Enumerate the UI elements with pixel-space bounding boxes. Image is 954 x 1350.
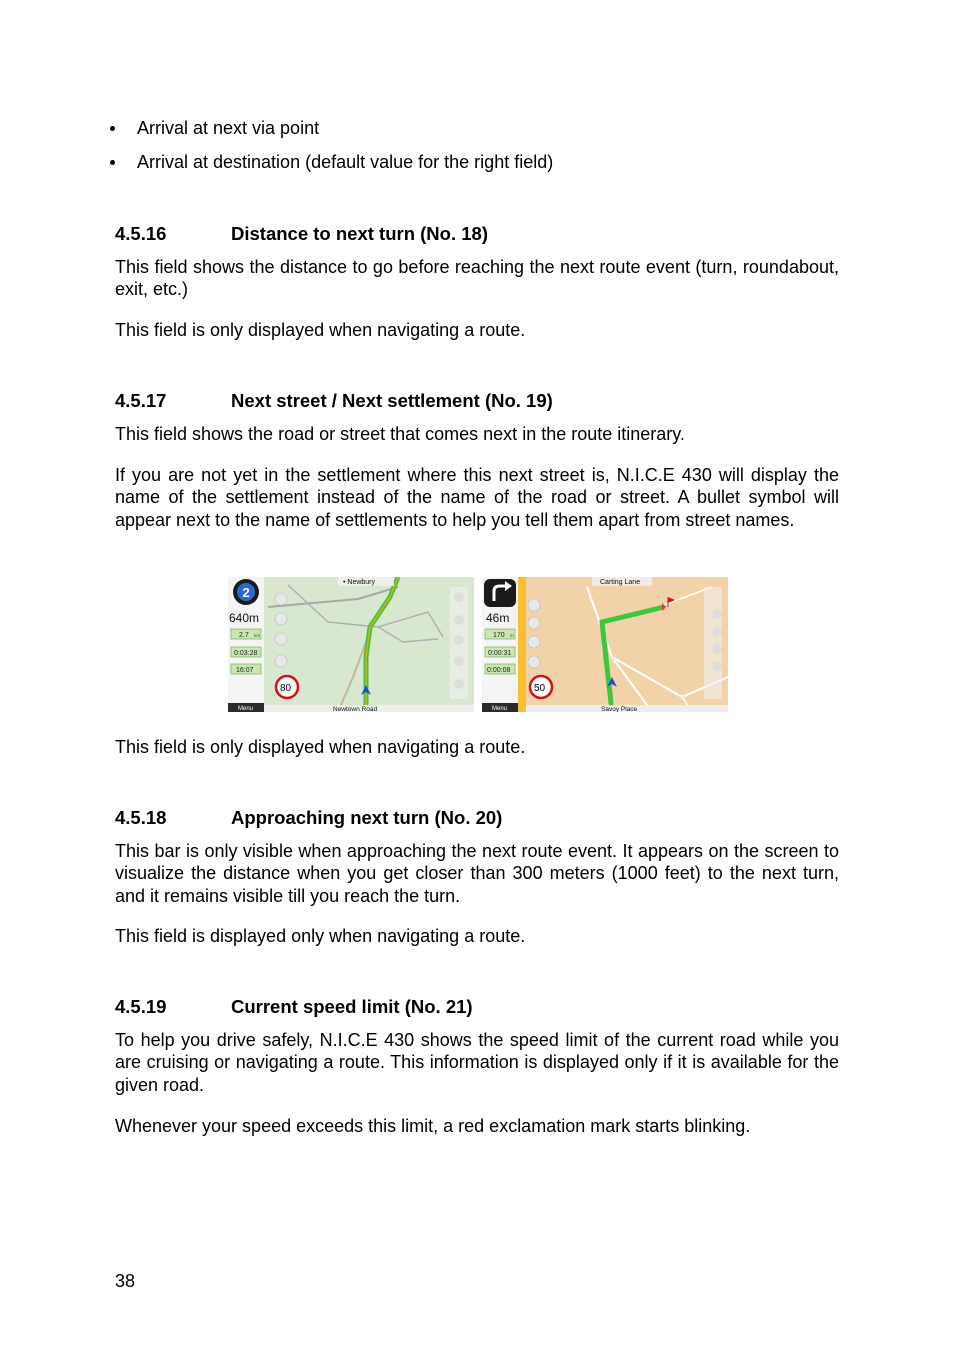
- battery-icon: [712, 627, 722, 637]
- field-value: 170: [493, 632, 505, 639]
- section-title: Next street / Next settlement (No. 19): [231, 390, 553, 411]
- map-view: [228, 577, 474, 712]
- sound-icon: [712, 644, 722, 654]
- bluetooth-icon: [712, 661, 722, 671]
- current-street-label: Newtown Road: [333, 706, 378, 712]
- paragraph: Whenever your speed exceeds this limit, a red exclamation mark starts blinking.: [115, 1116, 751, 1136]
- zoom-out-icon: [275, 613, 287, 625]
- speed-limit-value: 50: [534, 683, 546, 694]
- paragraph: This field shows the road or street that comes next in the route itinerary.: [115, 424, 685, 444]
- section-number: 4.5.17: [115, 390, 167, 411]
- bullet-item: Arrival at destination (default value for the right field): [137, 152, 554, 172]
- zoom-out-icon: [528, 617, 540, 629]
- field-value: 0:00:08: [487, 667, 511, 674]
- paragraph: This field is displayed only when navigating a route.: [115, 926, 526, 946]
- speed-limit-value: 80: [280, 683, 292, 694]
- distance-value: 46m: [486, 611, 510, 625]
- paragraph: To help you drive safely, N.I.C.E 430 shows the speed limit of the current road while you are cruising or navigating a route. This information is displayed only if it is available for the given road.: [115, 1030, 839, 1095]
- navigation-screenshot: [228, 577, 474, 712]
- paragraph: This field is only displayed when navigating a route.: [115, 737, 526, 757]
- menu-label: Menu: [238, 706, 254, 712]
- paragraph: This field shows the distance to go before reaching the next route event (turn, roundabout, exit, etc.): [115, 257, 839, 300]
- field-value: 2.7: [239, 632, 249, 639]
- section-title: Approaching next turn (No. 20): [231, 807, 503, 828]
- tilt-down-icon: [528, 636, 540, 648]
- turn-badge: 2: [242, 585, 250, 600]
- distance-value: 640m: [229, 611, 260, 625]
- paragraph: If you are not yet in the settlement where this next street is, N.I.C.E 430 will display the name of the settlement instead of the name of the road or street. A bullet symbol will appear next to the name of settlements to help you tell them apart from street names.: [115, 465, 839, 530]
- field-unit: m: [510, 633, 514, 638]
- current-street-label: Savoy Place: [601, 706, 638, 712]
- gps-icon: [454, 615, 464, 625]
- next-street-label: Carting Lane: [600, 579, 641, 586]
- next-street-label: • Newbury: [343, 579, 376, 586]
- field-value: 0:03:28: [234, 650, 258, 657]
- field-unit: km: [254, 633, 260, 638]
- bullet-marker: [110, 126, 115, 131]
- tilt-up-icon: [528, 656, 540, 668]
- paragraph: This field is only displayed when navigating a route.: [115, 320, 526, 340]
- page-number: 38: [115, 1271, 136, 1291]
- section-title: Current speed limit (No. 21): [231, 996, 473, 1017]
- section-title: Distance to next turn (No. 18): [231, 223, 488, 244]
- zoom-in-icon: [275, 593, 287, 605]
- turn-right-icon: [484, 579, 516, 607]
- section-number: 4.5.18: [115, 807, 167, 828]
- tilt-up-icon: [275, 655, 287, 667]
- paragraph: This bar is only visible when approaching the next route event. It appears on the screen to visualize the distance when you get closer than 300 meters (1000 feet) to the next turn, and it remains visible till you reach the turn.: [115, 841, 839, 906]
- tilt-down-icon: [275, 633, 287, 645]
- compass-icon: [454, 592, 464, 602]
- field-value: 16:07: [236, 667, 254, 674]
- gps-icon: [712, 609, 722, 619]
- sound-icon: [454, 656, 464, 666]
- zoom-in-icon: [528, 599, 540, 611]
- section-number: 4.5.19: [115, 996, 167, 1017]
- field-value: 0:00:31: [488, 650, 512, 657]
- battery-icon: [454, 635, 464, 645]
- navigation-screenshot: [482, 577, 728, 712]
- map-view: [482, 577, 728, 712]
- bullet-marker: [110, 160, 115, 165]
- menu-label: Menu: [492, 706, 508, 712]
- bluetooth-icon: [454, 679, 464, 689]
- section-number: 4.5.16: [115, 223, 167, 244]
- bullet-item: Arrival at next via point: [137, 118, 320, 138]
